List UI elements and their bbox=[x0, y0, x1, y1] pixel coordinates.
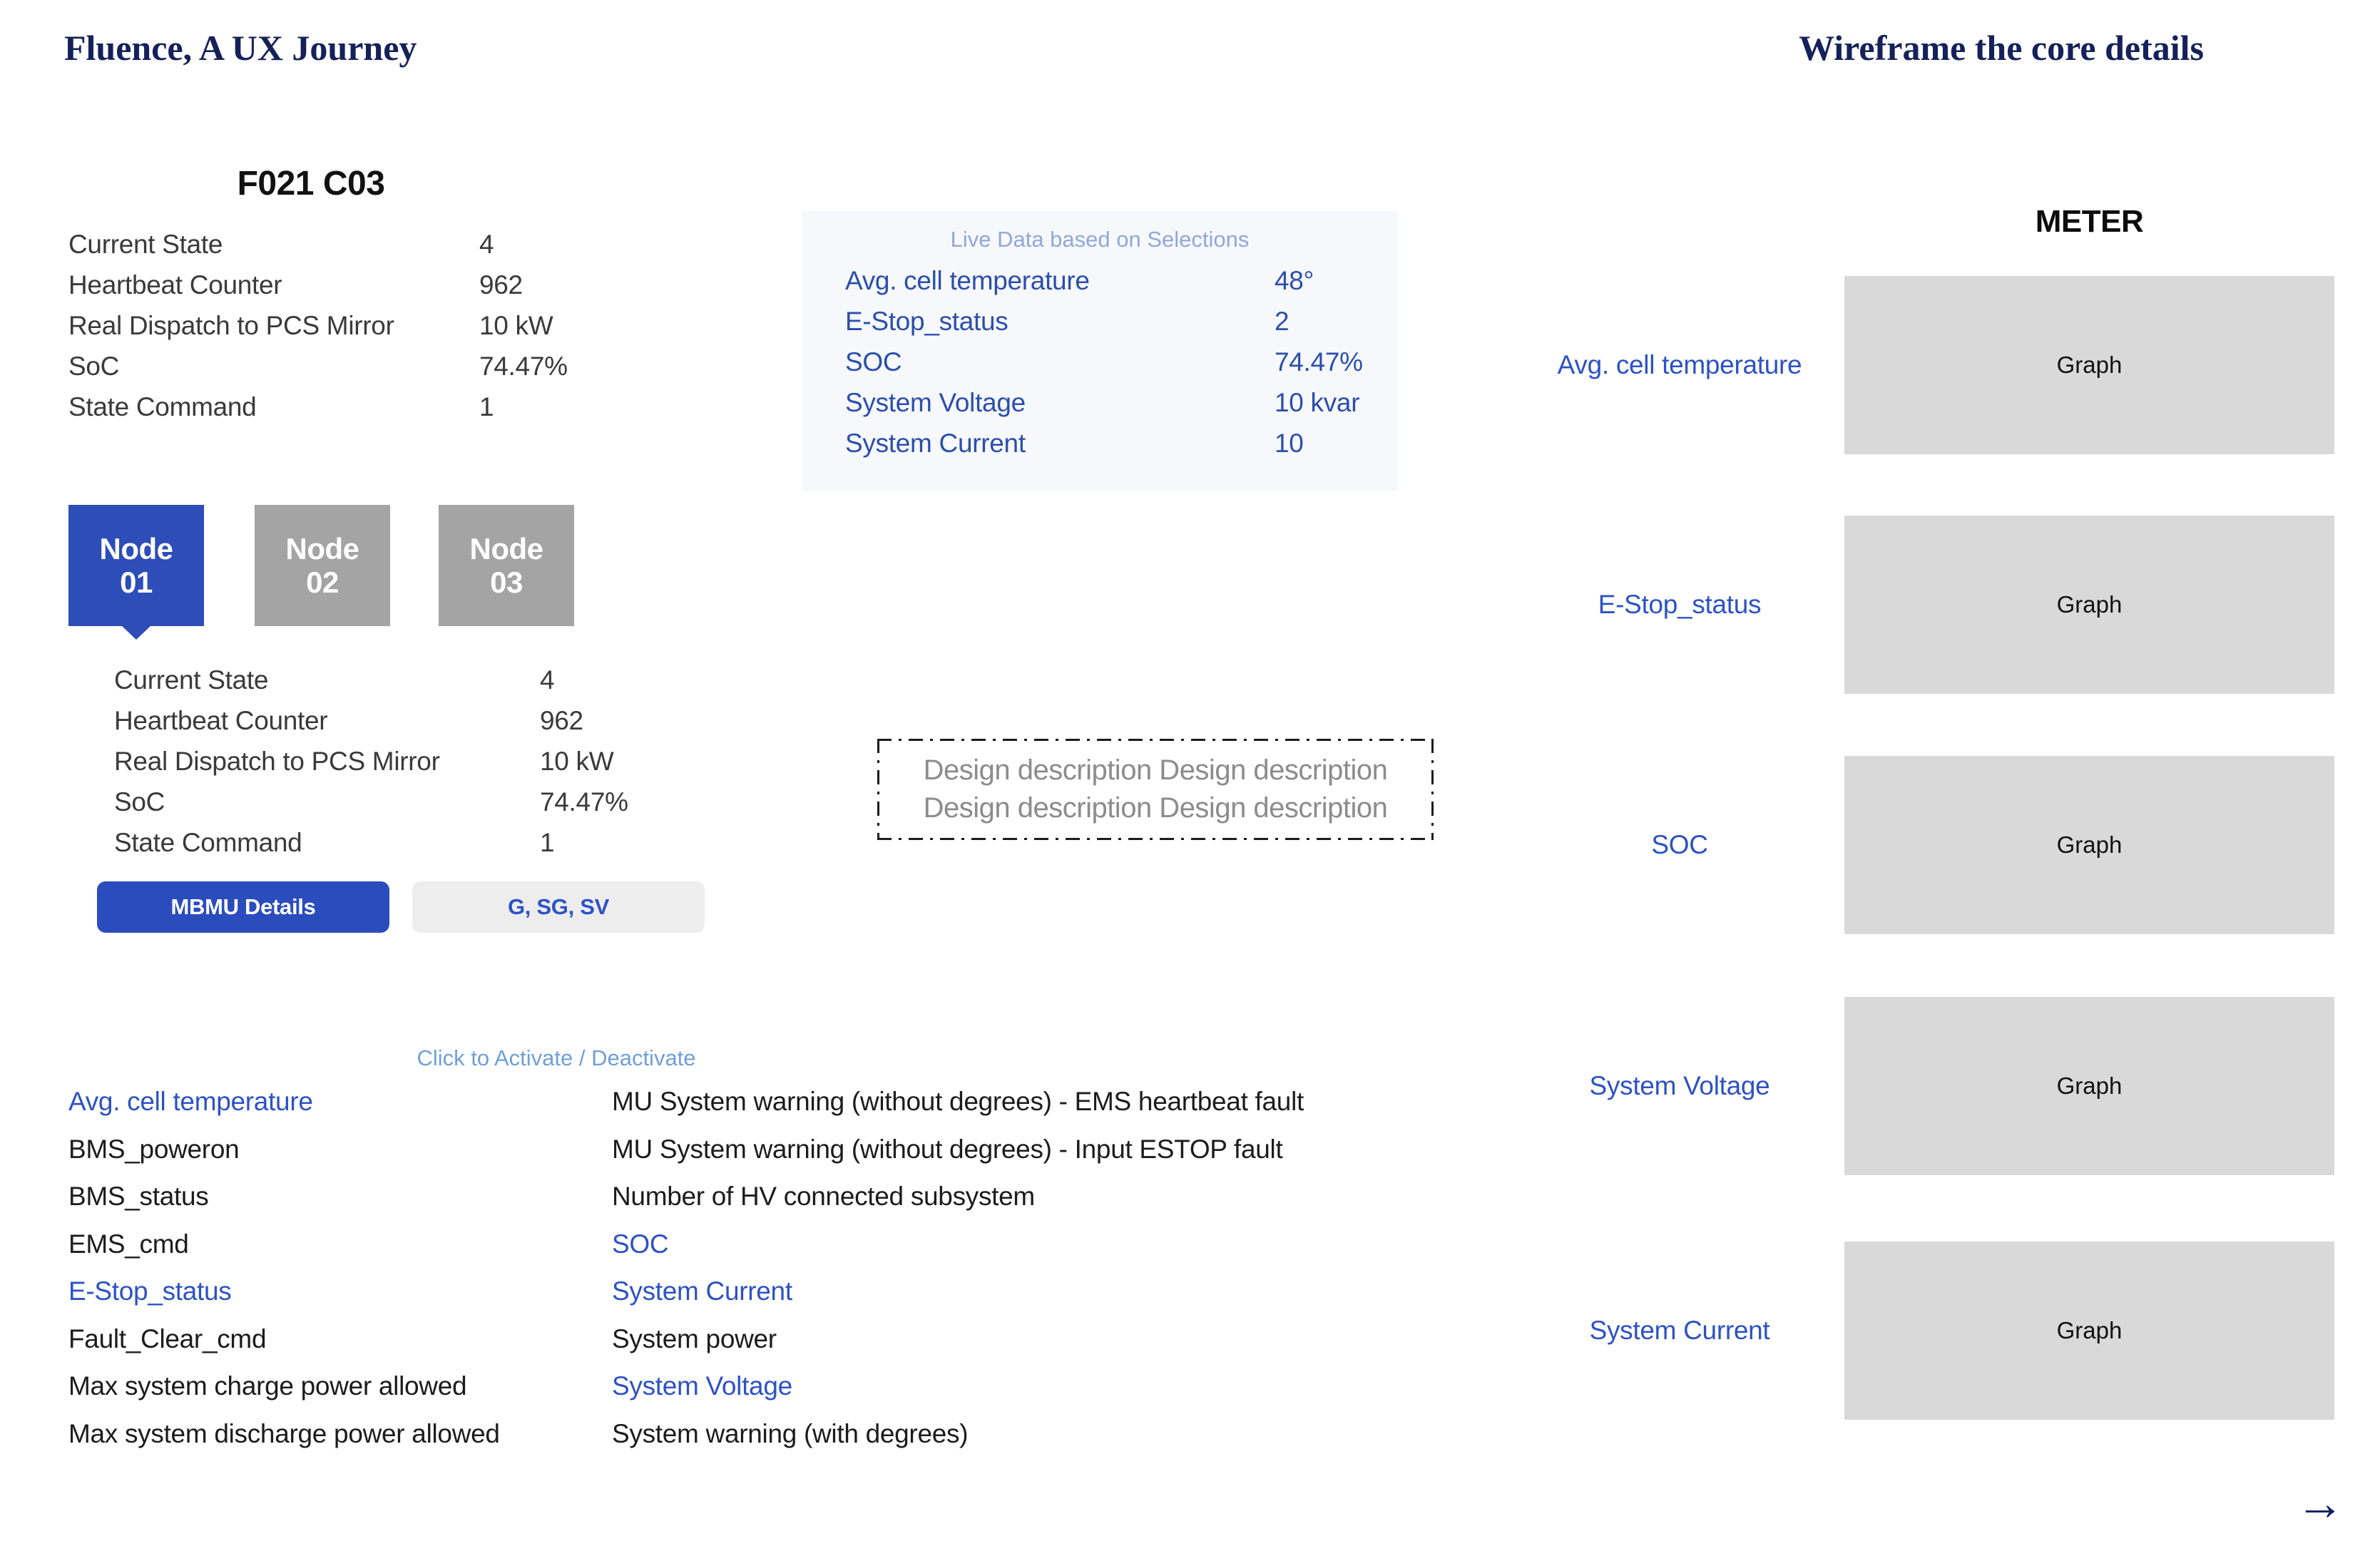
signal-soc[interactable]: SOC bbox=[612, 1229, 669, 1259]
live-data-value: 48° bbox=[1275, 265, 1314, 295]
live-data-label: E-Stop_status bbox=[845, 306, 1008, 336]
stat-label: Real Dispatch to PCS Mirror bbox=[114, 746, 440, 776]
signal-ems-cmd[interactable]: EMS_cmd bbox=[68, 1229, 189, 1259]
signal-system-power[interactable]: System power bbox=[612, 1324, 777, 1353]
tab-label-line1: Node bbox=[285, 531, 359, 565]
stat-value: 962 bbox=[540, 705, 583, 735]
live-data-value: 74.47% bbox=[1275, 347, 1363, 377]
tab-label-line2: 02 bbox=[306, 565, 339, 599]
meter-row bbox=[1533, 516, 2334, 694]
signal-system-voltage[interactable]: System Voltage bbox=[612, 1371, 792, 1401]
live-data-title: Live Data based on Selections bbox=[950, 227, 1250, 252]
design-description-note bbox=[877, 739, 1434, 840]
live-data-value: 10 kvar bbox=[1275, 387, 1360, 417]
design-description-line: Design description Design description bbox=[923, 792, 1388, 824]
stat-label: Real Dispatch to PCS Mirror bbox=[68, 310, 394, 340]
stat-label: SoC bbox=[114, 787, 165, 816]
g-sg-sv-button[interactable]: G, SG, SV bbox=[412, 881, 705, 933]
signal-e-stop-status[interactable]: E-Stop_status bbox=[68, 1276, 232, 1306]
tab-label-line1: Node bbox=[469, 531, 543, 565]
tab-label-line2: 01 bbox=[120, 565, 153, 599]
tab-label-line1: Node bbox=[99, 531, 173, 565]
meter-label-avg-cell-temperature: Avg. cell temperature bbox=[1557, 350, 1802, 379]
meter-row bbox=[1533, 756, 2334, 934]
signal-fault-clear-cmd[interactable]: Fault_Clear_cmd bbox=[68, 1324, 267, 1353]
signal-bms-poweron[interactable]: BMS_poweron bbox=[68, 1134, 240, 1164]
stat-value: 962 bbox=[479, 270, 523, 300]
signal-number-hv-subsystem[interactable]: Number of HV connected subsystem bbox=[612, 1182, 1035, 1212]
graph-placeholder: Graph bbox=[1844, 276, 2334, 454]
summary-stats bbox=[68, 224, 650, 427]
stat-value: 1 bbox=[479, 391, 494, 421]
tab-node-02[interactable] bbox=[255, 505, 390, 626]
meter-row bbox=[1533, 1242, 2334, 1420]
activate-hint: Click to Activate / Deactivate bbox=[417, 1045, 696, 1070]
design-description-line: Design description Design description bbox=[923, 754, 1388, 786]
signal-max-discharge-power[interactable]: Max system discharge power allowed bbox=[68, 1418, 500, 1448]
signal-bms-status[interactable]: BMS_status bbox=[68, 1182, 209, 1212]
node-detail-stats bbox=[114, 660, 711, 863]
signal-system-warning-degrees[interactable]: System warning (with degrees) bbox=[612, 1418, 969, 1448]
signal-list-right bbox=[612, 1078, 1411, 1458]
signal-mu-warning-input-estop[interactable]: MU System warning (without degrees) - Input ESTOP fault bbox=[612, 1134, 1283, 1164]
stat-value: 1 bbox=[540, 827, 555, 857]
meter-label-system-current: System Current bbox=[1589, 1316, 1770, 1345]
signal-max-charge-power[interactable]: Max system charge power allowed bbox=[68, 1371, 467, 1401]
stat-label: State Command bbox=[68, 391, 257, 421]
stat-label: Heartbeat Counter bbox=[114, 705, 328, 735]
live-data-label: Avg. cell temperature bbox=[845, 265, 1090, 295]
stat-label: Heartbeat Counter bbox=[68, 270, 282, 300]
tab-label-line2: 03 bbox=[490, 565, 523, 599]
mbmu-details-button[interactable]: MBMU Details bbox=[97, 881, 389, 933]
tab-node-01[interactable] bbox=[68, 505, 204, 626]
stat-value: 4 bbox=[540, 665, 555, 695]
stat-value: 10 kW bbox=[479, 310, 553, 340]
slide-title: Wireframe the core details bbox=[1799, 28, 2204, 68]
signal-mu-warning-ems-heartbeat[interactable]: MU System warning (without degrees) - EMS heartbeat fault bbox=[612, 1087, 1304, 1117]
live-data-value: 2 bbox=[1275, 306, 1289, 336]
meter-label-soc: SOC bbox=[1651, 830, 1708, 859]
signal-avg-cell-temperature[interactable]: Avg. cell temperature bbox=[68, 1087, 313, 1117]
live-data-panel bbox=[802, 211, 1398, 491]
stat-value: 74.47% bbox=[479, 351, 568, 381]
dash-border-left bbox=[877, 739, 879, 840]
stat-value: 74.47% bbox=[540, 787, 628, 816]
stat-value: 4 bbox=[479, 229, 494, 259]
stat-value: 10 kW bbox=[540, 746, 614, 776]
meter-label-e-stop-status: E-Stop_status bbox=[1598, 590, 1762, 619]
signal-system-current[interactable]: System Current bbox=[612, 1276, 792, 1306]
dash-border-right bbox=[1431, 739, 1434, 840]
graph-placeholder: Graph bbox=[1844, 997, 2334, 1175]
graph-placeholder: Graph bbox=[1844, 516, 2334, 694]
stat-label: Current State bbox=[68, 229, 223, 259]
meter-row bbox=[1533, 997, 2334, 1175]
dash-border-top bbox=[877, 739, 1434, 741]
live-data-label: System Voltage bbox=[845, 387, 1026, 417]
tab-node-03[interactable] bbox=[439, 505, 574, 626]
graph-placeholder: Graph bbox=[1844, 1242, 2334, 1420]
live-data-label: SOC bbox=[845, 347, 902, 377]
meter-row bbox=[1533, 276, 2334, 454]
meter-label-system-voltage: System Voltage bbox=[1589, 1071, 1770, 1100]
next-arrow-icon[interactable]: → bbox=[2296, 1476, 2344, 1530]
signal-list-left bbox=[68, 1078, 582, 1458]
dash-border-bottom bbox=[877, 838, 1434, 840]
page-title: Fluence, A UX Journey bbox=[64, 28, 417, 68]
live-data-value: 10 bbox=[1275, 428, 1304, 458]
graph-placeholder: Graph bbox=[1844, 756, 2334, 934]
live-data-label: System Current bbox=[845, 428, 1026, 458]
stat-label: SoC bbox=[68, 351, 120, 381]
stat-label: Current State bbox=[114, 665, 269, 695]
live-data-list bbox=[845, 260, 1396, 464]
unit-heading: F021 C03 bbox=[237, 165, 385, 203]
meter-heading: METER bbox=[2035, 204, 2144, 239]
stat-label: State Command bbox=[114, 827, 302, 857]
